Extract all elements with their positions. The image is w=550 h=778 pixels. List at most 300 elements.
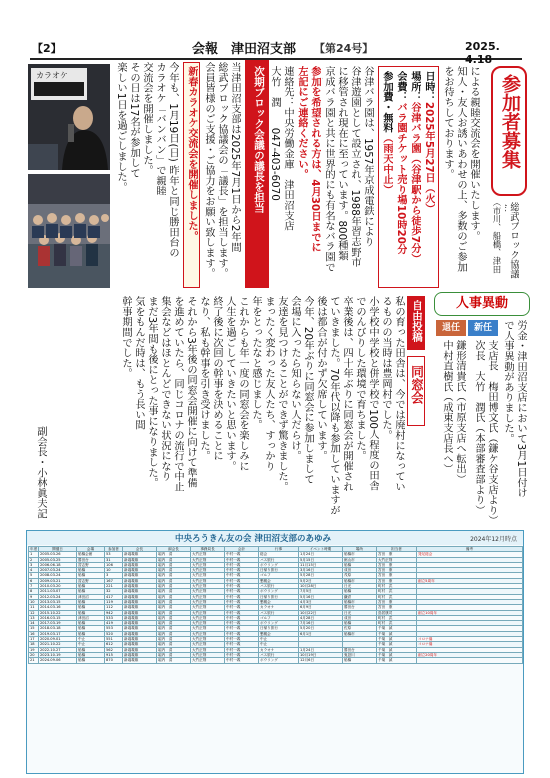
karaoke-subtitle-box <box>183 62 200 288</box>
table-cell: 5月28日 <box>299 573 343 578</box>
table-cell: 5 <box>29 573 39 578</box>
table-cell: 6 <box>29 578 39 583</box>
recruit-apply-2: 左記にご連絡ください。 <box>296 66 308 180</box>
table-cell: 中村一義 <box>225 637 259 642</box>
table-row <box>29 658 523 663</box>
table-cell: 堀内 清 <box>157 568 191 573</box>
table-cell: 4月3日 <box>299 599 343 604</box>
essay-line-11: まったく変わった友人たち、すっかり <box>263 296 275 472</box>
table-cell: 11 <box>29 605 39 610</box>
table-cell: 堀内 清 <box>157 552 191 557</box>
karaoke-body-5: 楽しい1日を過ごしました。 <box>115 62 127 193</box>
essay-line-2: るものの当時は豊岡村でした。 <box>380 296 392 441</box>
personnel-title-box <box>434 292 530 316</box>
recruit-body-3: に移管され現在に至っています。800種類 <box>336 66 348 261</box>
table-cell: 2009.03.21 <box>39 578 77 583</box>
table-cell <box>417 658 523 663</box>
page-number: 【2】 <box>32 42 62 55</box>
table-cell: 習志野 <box>77 578 105 583</box>
history-table-title: 中央ろうきん友の会 津田沼支部のあゆみ <box>175 534 331 544</box>
table-cell: 中村一義 <box>225 621 259 626</box>
table-cell: コロナ禍 <box>417 642 523 647</box>
table-cell: 7月5日 <box>299 589 343 594</box>
essay-label-box <box>407 296 425 350</box>
recruit-contact-2: 大竹 潤 047-403-6070 <box>269 66 281 201</box>
recruit-title: 参加者募集 <box>499 74 521 169</box>
table-cell: 大竹正則 <box>377 557 417 562</box>
history-col-header: 備考 <box>417 547 523 552</box>
table-cell: 中村一義 <box>225 626 259 631</box>
table-cell: 町村 武 <box>377 621 417 626</box>
table-cell: バス旅行 <box>259 610 299 615</box>
history-col-header: 行事 <box>259 547 299 552</box>
table-cell: 船橋 <box>343 589 377 594</box>
table-cell: 新堀義雄 <box>123 637 157 642</box>
table-cell: 3 <box>29 562 39 567</box>
table-cell: 2005.03.25 <box>39 557 77 562</box>
table-cell: 創立10周年 <box>417 610 523 615</box>
table-cell: 千葉 誠 <box>377 637 417 642</box>
table-cell: 宮田 康 <box>377 568 417 573</box>
table-cell: 堀内 清 <box>157 578 191 583</box>
recruit-details-box <box>378 66 439 288</box>
essay-line-1: 私の育った田舎は、今では廃村になってい <box>393 296 405 492</box>
history-col-header: 担当者 <box>377 547 417 552</box>
table-cell: ゴルフ <box>259 573 299 578</box>
history-table-header <box>27 531 523 545</box>
table-cell: 中止 <box>259 637 299 642</box>
table-cell: 21 <box>29 658 39 663</box>
table-cell: 1月24日 <box>299 552 343 557</box>
council-body-2: 総武ブロック協議会の「議長」を担当します。 <box>216 62 228 279</box>
table-cell: 堀内 清 <box>157 562 191 567</box>
table-cell: 堀内 清 <box>157 615 191 620</box>
council-body-3: 会員皆様のご支援・ご協力をお願い致します。 <box>203 62 215 279</box>
table-cell: 大竹正則 <box>191 631 225 636</box>
table-cell: 船橋市 <box>343 599 377 604</box>
table-cell: 船橋 <box>77 658 105 663</box>
recruit-org-sub: （市川、船橋、津田 <box>492 198 502 274</box>
table-cell: 堀内 清 <box>157 599 191 604</box>
table-cell: 6月1日 <box>299 631 343 636</box>
table-cell: 2005.03.26 <box>39 552 77 557</box>
table-cell: 5月20日 <box>299 626 343 631</box>
table-cell: 中村一義 <box>225 568 259 573</box>
recruit-intro-2: 知人・友人お誘いあわせの上、多数のご参加 <box>455 66 467 272</box>
table-cell: 新堀義雄 <box>123 552 157 557</box>
recruit-body-2: 谷津遊園として設立され、1988年習志野市 <box>349 66 361 268</box>
issue-date: 2025. 4.18 <box>465 40 500 66</box>
table-cell: 3 <box>105 573 123 578</box>
table-cell: 2015.10.22 <box>39 610 77 615</box>
table-cell: ボウリング <box>259 621 299 626</box>
history-col-header: 事務局長 <box>191 547 225 552</box>
table-cell: 2006.06.18 <box>39 562 77 567</box>
recruit-org: 総武ブロック協議 <box>508 202 519 279</box>
essay-line-14: 人生を過ごしていきたいと思います。 <box>224 296 236 472</box>
table-cell: 堀内 清 <box>157 642 191 647</box>
essay-line-18: を進めていたら、同じコロナの流行で中止 <box>172 296 184 492</box>
table-cell: 堀内 清 <box>157 631 191 636</box>
essay-label: 自由投稿 <box>411 300 423 342</box>
table-cell: 成田 <box>343 615 377 620</box>
table-cell: 千葉 誠 <box>377 647 417 652</box>
history-col-header: 開催日 <box>39 547 77 552</box>
table-cell: 懇親会 <box>259 599 299 604</box>
table-cell: 8 <box>29 589 39 594</box>
table-cell: 中村一義 <box>225 584 259 589</box>
table-cell: 10月19日 <box>299 652 343 657</box>
table-cell: 2011.03.07 <box>39 589 77 594</box>
table-cell: 日帰り旅行 <box>259 594 299 599</box>
table-cell: ボウリング <box>259 562 299 567</box>
table-cell: 宮田 康 <box>377 578 417 583</box>
essay-line-10: 友達を見つけることができず驚きました。 <box>276 296 288 492</box>
table-cell: 津田沼 <box>77 594 105 599</box>
table-cell: 119 <box>105 599 123 604</box>
table-cell: 大竹正則 <box>191 621 225 626</box>
karaoke-body-2: カラオケ「バンバン」で親睦 <box>154 62 166 196</box>
table-cell: 船橋 <box>343 562 377 567</box>
table-cell: 新堀義雄 <box>123 631 157 636</box>
table-cell: 町村 武 <box>377 594 417 599</box>
karaoke-group-photo <box>28 174 110 288</box>
table-cell: 106 <box>105 562 123 567</box>
table-cell: 中止 <box>77 637 105 642</box>
table-cell: 船橋市 <box>343 578 377 583</box>
newsletter-title: 会報 津田沼支部 <box>192 42 297 57</box>
essay-line-8: 今年、20年ぶりに同窓会に参加しまして <box>302 296 314 485</box>
history-col-header: 副会長 <box>157 547 191 552</box>
table-cell: 船橋 <box>77 573 105 578</box>
recruit-body-4: 京成バラ園と共に世界的にも有名なバラ園で <box>323 66 335 272</box>
table-cell: 船橋 <box>77 626 105 631</box>
table-cell: 221 <box>105 584 123 589</box>
table-cell: 新堀義雄 <box>123 610 157 615</box>
table-cell: 船橋 <box>77 599 105 604</box>
table-cell: 船橋 <box>77 631 105 636</box>
table-cell: 新堀義雄 <box>123 615 157 620</box>
table-cell: 新堀義雄 <box>123 626 157 631</box>
table-cell: 堀内 清 <box>157 584 191 589</box>
table-cell: 日光 <box>343 610 377 615</box>
essay-line-19: 集会などはほとんどできない状況になり <box>159 296 171 482</box>
table-cell: 562 <box>105 647 123 652</box>
karaoke-body-3: 交流会を開催しました。 <box>141 62 153 176</box>
table-cell: 2014.03.16 <box>39 605 77 610</box>
table-cell: 2012.03.24 <box>39 594 77 599</box>
table-cell: 習志野 <box>77 562 105 567</box>
table-cell: 2016.03.15 <box>39 615 77 620</box>
table-cell: 船橋 <box>77 652 105 657</box>
personnel-body-1: 労金・津田沼支店において3月1日付け <box>515 320 527 498</box>
table-cell: 2022.10.27 <box>39 647 77 652</box>
table-cell: 船橋 <box>77 647 105 652</box>
essay-line-7: 後は都合が付かず欠席しています。 <box>315 296 327 461</box>
history-col-header: 年度 <box>30 547 38 551</box>
table-cell: 中村一義 <box>225 631 259 636</box>
table-cell: 堀内 清 <box>157 557 191 562</box>
table-cell: 12 <box>29 610 39 615</box>
table-cell: 31 <box>105 557 123 562</box>
personnel-new-label: 新任 <box>468 320 498 336</box>
table-cell: 2018.03.18 <box>39 626 77 631</box>
table-cell: 1 <box>29 552 39 557</box>
table-cell: 中村一義 <box>225 573 259 578</box>
table-cell: 船橋 <box>77 584 105 589</box>
table-cell: カラオケ <box>259 605 299 610</box>
history-table-updated: 2024年12月時点 <box>470 536 517 543</box>
table-cell: 53 <box>105 552 123 557</box>
table-cell: 中村一義 <box>225 658 259 663</box>
table-cell: 大竹正則 <box>191 642 225 647</box>
table-cell: 1月24日 <box>299 647 343 652</box>
table-cell: 新堀義雄 <box>123 621 157 626</box>
essay-line-12: 年をとったなと感じました。 <box>250 296 262 430</box>
table-cell: 総会 <box>259 552 299 557</box>
table-cell: 町村 武 <box>377 584 417 589</box>
table-cell: 中村一義 <box>225 594 259 599</box>
table-cell: 17 <box>29 637 39 642</box>
issue-number: 【第24号】 <box>314 42 374 55</box>
essay-author: 副会長・小林眞夫記 <box>35 426 47 519</box>
recruit-apply: 参加を希望される方は、4月30日までに <box>309 66 321 253</box>
table-cell: 10月22日 <box>299 610 343 615</box>
personnel-old-label: 退任 <box>436 320 466 336</box>
table-cell: 2 <box>29 557 39 562</box>
table-cell: 大竹正則 <box>191 658 225 663</box>
table-cell: 茂原 <box>343 573 377 578</box>
table-cell: 堀内 清 <box>157 647 191 652</box>
table-cell: 大竹正則 <box>191 594 225 599</box>
recruit-title-box <box>491 66 527 196</box>
table-cell: 創立5周年 <box>417 578 523 583</box>
table-cell: 大竹正則 <box>191 647 225 652</box>
table-cell: 中村一義 <box>225 552 259 557</box>
table-cell: 宮田 康 <box>377 599 417 604</box>
table-cell: 2021.10.22 <box>39 642 77 647</box>
table-cell: 5月16日 <box>299 594 343 599</box>
karaoke-singer-photo <box>28 64 110 170</box>
table-cell: 16 <box>29 631 39 636</box>
table-cell: 佐原 <box>343 626 377 631</box>
table-cell: 鬼怒川 <box>343 652 377 657</box>
table-cell: 新堀義雄 <box>123 658 157 663</box>
table-cell: 堀内 清 <box>157 658 191 663</box>
table-cell: 日帰り旅行 <box>259 568 299 573</box>
history-table <box>28 546 523 664</box>
karaoke-group-image <box>28 174 110 288</box>
recruit-date: 日時：2025年5月27日（火） <box>423 71 435 214</box>
table-cell: 大竹正則 <box>191 578 225 583</box>
table-cell: 中村一義 <box>225 599 259 604</box>
table-cell: 6月9日 <box>299 605 343 610</box>
table-cell: 新堀義雄 <box>123 605 157 610</box>
karaoke-singer-image <box>28 64 110 170</box>
table-cell: 10月28日 <box>299 584 343 589</box>
recruit-meet: 会費：バラ園チケット売り場10時20分 <box>395 71 407 255</box>
table-cell: 中村一義 <box>225 652 259 657</box>
table-cell: 大竹正則 <box>191 562 225 567</box>
essay-line-5: 卒業後は、四十年ぶりに同窓会が開催され <box>341 296 353 492</box>
table-cell: 551 <box>105 637 123 642</box>
table-cell: 5月2日 <box>299 578 343 583</box>
table-cell: バス旅行 <box>259 652 299 657</box>
essay-line-9: 会場に入ったら知らない人だらけ。 <box>289 296 301 461</box>
table-cell: 成田 <box>343 568 377 573</box>
table-cell: 112 <box>105 605 123 610</box>
table-cell: 中村一義 <box>225 589 259 594</box>
essay-title-box <box>407 356 425 426</box>
table-cell: 中村一義 <box>225 615 259 620</box>
table-cell: 大竹正則 <box>191 610 225 615</box>
table-cell: 大竹正則 <box>191 605 225 610</box>
table-cell: バス旅行 <box>259 557 299 562</box>
table-cell: 勝田台 <box>77 557 105 562</box>
table-cell: 堀内 清 <box>157 637 191 642</box>
table-cell: 20 <box>29 652 39 657</box>
table-cell: 鎌倉 <box>343 594 377 599</box>
essay-line-13: これからも年一度の同窓会を楽しみに <box>237 296 249 472</box>
table-cell: 中村一義 <box>225 562 259 567</box>
table-cell: 新堀義雄 <box>123 652 157 657</box>
history-col-header: 会場 <box>77 547 105 552</box>
table-cell: 新堀義雄 <box>123 584 157 589</box>
table-cell: 鳥居康司 <box>377 610 417 615</box>
table-cell: 870 <box>105 658 123 663</box>
table-cell: 32 <box>105 589 123 594</box>
table-cell: 新堀義雄 <box>123 562 157 567</box>
essay-line-3: 小学校中学校と併学校で100人程度の田舎 <box>367 296 379 491</box>
table-cell: 167 <box>105 578 123 583</box>
table-cell: 中村一義 <box>225 647 259 652</box>
table-cell: 新堀義雄 <box>123 557 157 562</box>
recruit-intro-3: をお待ちしております。 <box>442 66 454 180</box>
recruit-place: 場所：谷津バラ園（谷津駅から徒歩7分） <box>409 71 421 264</box>
table-cell: 9 <box>29 594 39 599</box>
table-cell: 417 <box>105 594 123 599</box>
table-cell: 町村 武 <box>377 615 417 620</box>
table-cell: 大竹正則 <box>191 652 225 657</box>
table-cell: 発足総会 <box>417 552 523 557</box>
table-cell: 千葉 誠 <box>377 642 417 647</box>
table-cell: 津田沼 <box>77 615 105 620</box>
table-cell: 15 <box>29 626 39 631</box>
table-cell: 10 <box>29 599 39 604</box>
essay-line-16: なり、私も幹事を引き受けました。 <box>198 296 210 461</box>
table-cell: 日光 <box>343 584 377 589</box>
history-table-panel <box>26 530 524 774</box>
essay-line-20: まだ3年間も後にとった事になりました。 <box>146 296 158 488</box>
recruit-fee: 参加費・無料（雨天中止） <box>381 71 393 195</box>
table-cell: 13 <box>29 615 39 620</box>
table-cell: 533 <box>105 615 123 620</box>
table-cell: 船橋会館 <box>77 552 105 557</box>
table-cell: 宮田 康 <box>377 605 417 610</box>
table-cell: 中村一義 <box>225 557 259 562</box>
table-cell: 新堀義雄 <box>123 568 157 573</box>
table-cell: 7月16日 <box>299 621 343 626</box>
table-cell: 大竹正則 <box>191 626 225 631</box>
table-cell: 船橋 <box>77 610 105 615</box>
table-cell: 創立20周年 <box>417 652 523 657</box>
table-cell: 宮田 康 <box>377 552 417 557</box>
table-cell: 10 <box>105 568 123 573</box>
table-cell: 中村一義 <box>225 578 259 583</box>
table-cell: ボウリング <box>259 658 299 663</box>
table-cell: 船橋 <box>77 568 105 573</box>
table-cell: 942 <box>105 610 123 615</box>
table-cell: 勝田台 <box>343 647 377 652</box>
table-cell: 中村一義 <box>225 642 259 647</box>
table-cell: 懇親会 <box>259 631 299 636</box>
council-title: 次期ブロック会議の議長を担当 <box>253 66 265 213</box>
history-col-header: 会計 <box>225 547 259 552</box>
table-cell: 中止 <box>77 642 105 647</box>
table-cell: 18 <box>29 642 39 647</box>
table-cell: 船橋市 <box>343 631 377 636</box>
page-header <box>30 38 522 66</box>
table-cell: 日帰り旅行 <box>259 626 299 631</box>
essay-line-17: それから3年後の同窓会開催に向けて準備 <box>185 296 197 488</box>
table-cell: 中止 <box>259 642 299 647</box>
table-cell: 新堀義雄 <box>123 589 157 594</box>
history-col-header: 会長 <box>123 547 157 552</box>
personnel-new-1: 支店長 梅田博文氏（鎌ケ谷支店より） <box>486 340 498 526</box>
karaoke-body-1: 今年も、1月19日(日) 昨年と同じ勝田台の <box>167 62 179 258</box>
table-cell: 堀内 清 <box>157 573 191 578</box>
table-cell: 大竹正則 <box>191 615 225 620</box>
personnel-title: 人事異動 <box>455 296 508 311</box>
table-cell: 2017.03.19 <box>39 621 77 626</box>
table-cell: 千葉 誠 <box>377 658 417 663</box>
table-cell: 大竹正則 <box>191 568 225 573</box>
table-cell: 12月6日 <box>299 658 343 663</box>
table-cell: 船橋 <box>77 589 105 594</box>
table-cell: 11月15日 <box>299 562 343 567</box>
table-cell: 19 <box>29 647 39 652</box>
table-cell: コロナ禍 <box>417 637 523 642</box>
table-cell: 宮田 康 <box>377 573 417 578</box>
table-cell: 2010.03.20 <box>39 584 77 589</box>
table-cell: 船橋 <box>343 658 377 663</box>
karaoke-sign-text: カラオケ <box>36 71 68 80</box>
essay-line-4: でのんびりした環境で育ちました。 <box>354 296 366 461</box>
table-cell: 新堀義雄 <box>123 642 157 647</box>
table-cell: 大竹正則 <box>191 557 225 562</box>
table-cell: バス旅行 <box>259 584 299 589</box>
table-cell: 千葉 誠 <box>377 652 417 657</box>
table-cell: 船橋 <box>343 621 377 626</box>
table-cell: 419 <box>105 621 123 626</box>
recruit-body-1: 谷津バラ園は、1957年京成電鉄により <box>362 66 374 247</box>
table-cell: 中村一義 <box>225 610 259 615</box>
table-cell: 2023.10.19 <box>39 652 77 657</box>
essay-line-21: 気をもんだ時は、もう長い間 <box>133 296 145 430</box>
table-cell: 新堀義雄 <box>123 647 157 652</box>
table-cell: 4 <box>29 568 39 573</box>
table-cell: 堀内 清 <box>157 594 191 599</box>
table-cell: 懇親会 <box>259 578 299 583</box>
table-cell: 2008.03.24 <box>39 573 77 578</box>
table-cell: 大竹正則 <box>191 589 225 594</box>
table-cell: 堀内 清 <box>157 652 191 657</box>
table-cell: ゴルフ <box>259 615 299 620</box>
table-cell: 新堀義雄 <box>123 594 157 599</box>
personnel-old-2: 中村直樹氏（成東支店長へ） <box>441 340 453 474</box>
table-cell: 大竹正則 <box>191 584 225 589</box>
karaoke-subtitle: 新春カラオケ交流会を開催しました。 <box>186 66 198 242</box>
